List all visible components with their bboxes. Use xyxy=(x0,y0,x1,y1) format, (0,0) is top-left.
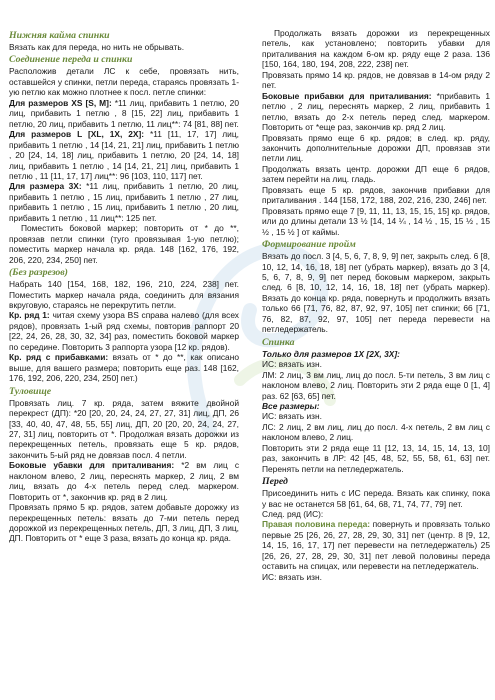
paragraph-text: Расположив детали ЛС к себе, провязать нить, оставшейся у спинки, петли переда, стараясь провязать 1-ую петлю как можно плотнее к посл. петле спинки: xyxy=(9,66,239,98)
paragraph-text: След. ряд (ИС): xyxy=(262,509,324,520)
paragraph-text: *прибавить 1 петлю , 2 лиц, переснять маркер, 2 лиц, прибавить 1 петлю, вязать до 2-х петель перед след. маркером. Повторить от *еще раз, закончив кр. ряд 2 лиц. xyxy=(262,90,490,133)
bold-label: Для размеров XS [S, M]: xyxy=(9,97,112,108)
paragraph-text: Провязать прямо 14 кр. рядов, не довязав в 14-ом ряду 2 пет. xyxy=(262,69,490,91)
italic-bold-label: Только для размеров 1X [2X, 3X]: xyxy=(262,348,400,359)
paragraph-text: *2 вм лиц с наклоном влево, 2 лиц, переснять маркер, 2 лиц, 2 вм лиц, вязать до 4-х петель перед след. маркером. Повторить от *, закончив кр. ряд в 2 лиц. xyxy=(9,460,240,502)
paragraph xyxy=(9,352,239,383)
paragraph xyxy=(9,223,239,265)
paragraph-text: ЛС: 2 лиц, 2 вм лиц, лиц до посл. 4-х петель, 2 вм лиц с наклоном влево, 2 лиц. xyxy=(262,421,490,443)
paragraph-text: Провязать прямо еще 7 [9, 11, 11, 13, 15, 15, 15] кр. рядов, или до длины детали 13 ½ [14, 14 ¼ , 14 ½ , 15, 15 ½ , 15 ½ , 15 ½ ] от каймы. xyxy=(262,205,490,237)
paragraph-text: ИС: вязать изн. xyxy=(262,359,322,370)
paragraph-text: Провязать прямо еще 6 кр. рядов; в след. кр. ряду, закончить дополнительные дорожки ДП, провязав эти петли лиц. xyxy=(262,132,490,164)
bold-label: Боковые прибавки для приталивания: xyxy=(262,90,432,101)
paragraph xyxy=(9,181,239,223)
right-column xyxy=(262,28,490,582)
paragraph-text: Провязать лиц. 7 кр. ряда, затем вяжите двойной перекрест (ДП): *20 [20, 20, 24, 24, 27, 27, 31] лиц, ДП, 26 [33, 40, 40, 47, 48, 55, 55] лиц, ДП, 20 [20, 20, 24, 24, 27, 27, 31] лиц, повторить от *. Продолжая вязать дорожки из перекрещенных петель, провязать еще 5 кр. рядов, закончить 5-ый ряд не довязав посл. 4 петли. xyxy=(9,397,239,460)
paragraph xyxy=(262,28,490,70)
paragraph-text: Провязать еще 5 кр. рядов, закончив прибавки для приталивания . 144 [158, 172, 188, 202, 216, 230, 246] пет. xyxy=(262,184,490,206)
paragraph xyxy=(262,370,490,401)
paragraph-text: Присоединить нить с ИС переда. Вязать как спинку, пока у вас не останется 58 [61, 64, 68, 71, 74, 77, 79] пет. xyxy=(262,488,490,509)
bold-label: Кр. ряд с прибавками: xyxy=(9,352,109,363)
paragraph xyxy=(262,133,490,164)
bold-label: Кр. ряд 1: xyxy=(9,310,50,321)
paragraph xyxy=(262,519,490,571)
paragraph-text: ИС: вязать изн. xyxy=(262,411,322,422)
paragraph xyxy=(262,443,490,474)
section-heading: (Без разрезов) xyxy=(9,267,68,279)
paragraph xyxy=(262,185,490,206)
paragraph-text: Вязать как для переда, но нить не обрывать. xyxy=(9,42,185,52)
section-heading: Формирование пройм xyxy=(262,239,356,251)
paragraph xyxy=(262,422,490,443)
paragraph xyxy=(262,488,490,509)
section-heading: Соединение переда и спинки xyxy=(9,54,133,66)
paragraph xyxy=(262,572,490,582)
paragraph-text: ИС: вязать изн. xyxy=(262,571,322,582)
section-heading: Спинка xyxy=(262,336,295,348)
paragraph-text: *11 лиц, прибавить 1 петлю, 20 лиц, прибавить 1 петлю , 8 [15, 22] лиц, прибавить 1 петлю, 20 лиц, прибавить 1 петлю, 11 лиц**: 74 [81, 88] пет. xyxy=(9,97,239,129)
bold-label: Для размеров L [XL, 1X, 2X]: xyxy=(9,129,145,140)
paragraph-text: вязать от * до **, как описано выше, для вашего размера; повторить еще раз. 148 [162, 176, 192, 206, 220, 234, 250] пет.) xyxy=(9,352,239,384)
paragraph xyxy=(9,129,239,181)
paragraph xyxy=(9,398,239,461)
section-heading: Нижняя кайма спинки xyxy=(9,30,110,41)
paragraph xyxy=(9,502,239,544)
paragraph xyxy=(9,42,239,52)
paragraph xyxy=(262,91,490,133)
bold-label: Для размера 3X: xyxy=(9,181,82,192)
section-heading: Туловище xyxy=(9,385,52,397)
paragraph-text: Продолжать вязать центр. дорожки ДП еще 6 рядов, затем перейти на лиц. гладь. xyxy=(262,163,490,185)
paragraph-text: Набрать 140 [154, 168, 182, 196, 210, 224, 238] пет. Поместить маркер начала ряда, соединить для вязания вкруговую, стараясь не перекрутить петли. xyxy=(9,279,239,310)
paragraph-text: *11 лиц, прибавить 1 петлю, 20 лиц, прибавить 1 петлю , 15 лиц, прибавить 1 петлю , 27 лиц, прибавить 1 петлю , 15 лиц, прибавить 1 петлю , 20 лиц, прибавить 1 петлю , 11 лиц**: 125 пет. xyxy=(9,181,239,223)
paragraph-text: ЛМ: 2 лиц, 3 вм лиц, лиц до посл. 5-ти петель, 3 вм лиц с наклоном влево, 2 лиц. Повторить эти 2 ряда еще 0 [1, 4] раз. 62 [63, 65] пет. xyxy=(262,369,490,401)
paragraph xyxy=(9,98,239,129)
paragraph xyxy=(262,251,490,335)
paragraph-text: Вязать до посл. 3 [4, 5, 6, 7, 8, 9, 9] пет, закрыть след. 6 [8, 10, 12, 14, 16, 18, 18] пет (убрать маркер), вязать до 3 [4, 5, 6, 7, 8, 9, 9] пет перед боковым маркером, закрыть след. 6 [8, 10, 12, 14, 16, 18, 18] пет (убрать маркер). Вязать до конца кр. ряда, повернуть и продолжить вязать только 66 [71, 76, 82, 87, 92, 97, 105] пет спинки; 66 [71, 76, 82, 87, 92, 97, 105] пет переда перевести на петледержатель. xyxy=(262,251,490,335)
paragraph xyxy=(262,164,490,185)
left-column xyxy=(9,28,239,544)
paragraph-text: *11 [11, 17, 17] лиц, прибавить 1 петлю , 14 [14, 21, 21] лиц, прибавить 1 петлю , 20 [24, 14, 18] лиц, прибавить 1 петлю, 20 [24, 14, 18] лиц, прибавить 1 петлю , 14 [14, 21, 21] лиц, прибавить 1 петлю , 11 [11, 17, 17] лиц**: 96 [103, 110, 117] пет. xyxy=(9,129,239,181)
italic-bold-label: Все размеры: xyxy=(262,400,320,411)
paragraph-text: Повторить эти 2 ряда еще 11 [12, 13, 14, 15, 14, 13, 10] раз, закончить в ЛР: 42 [45, 48, 52, 55, 58, 61, 63] пет. Перенять петли на петледержатель. xyxy=(262,442,490,474)
paragraph xyxy=(262,359,490,369)
paragraph xyxy=(262,401,490,411)
section-heading: Перед xyxy=(262,476,288,488)
paragraph xyxy=(262,206,490,237)
paragraph-text: читая схему узора BS справа налево (для всех рядов), провязать 1-ый ряд схемы, повторив раппорт 20 [22, 24, 26, 28, 30, 32, 34] раз, поместить боковой маркер по середине. Повторить 3 раппорта узора [12 кр. рядов). xyxy=(9,310,239,352)
paragraph-text: повернуть и провязать только первые 25 [26, 26, 27, 28, 29, 30, 31] пет (центр. 8 [9, 12, 14, 15, 16, 17, 17] пет перевести на петледержатель) 25 [26, 26, 27, 28, 29, 30, 31] пет левой половины переда оставить на спицах, или перевести на петледержатель. xyxy=(262,519,490,572)
paragraph xyxy=(9,310,239,352)
paragraph-text: Продолжать вязать дорожки из перекрещенных петель, как установлено; повторить убавки для приталивания на каждом 6-ом кр. ряду еще 2 раза. 136 [150, 164, 180, 194, 208, 222, 238] пет. xyxy=(262,28,490,70)
paragraph xyxy=(262,70,490,91)
paragraph xyxy=(9,460,239,502)
green-label: Правая половина переда: xyxy=(262,519,371,530)
paragraph xyxy=(9,66,239,97)
paragraph-text: Поместить боковой маркер; повторить от * до **, провязав петли спинки (туго провязывая 1-ую петлю); поместить маркер начала кр. ряда. 148 [162, 176, 192, 206, 220, 234, 250] пет. xyxy=(9,223,239,265)
paragraph xyxy=(262,509,490,519)
paragraph xyxy=(262,349,490,359)
paragraph xyxy=(262,411,490,421)
paragraph-text: Провязать прямо 5 кр. рядов, затем добавьте дорожку из перекрещенных петель: вязать до 7-ми петель перед дорожкой из перекрещенных петель, ДП, 3 лиц, ДП, 3 лиц, ДП. Повторить от * еще 3 раза, вязать до конца кр. ряда. xyxy=(9,502,239,544)
paragraph xyxy=(9,279,239,310)
bold-label: Боковые убавки для приталивания: xyxy=(9,460,175,471)
